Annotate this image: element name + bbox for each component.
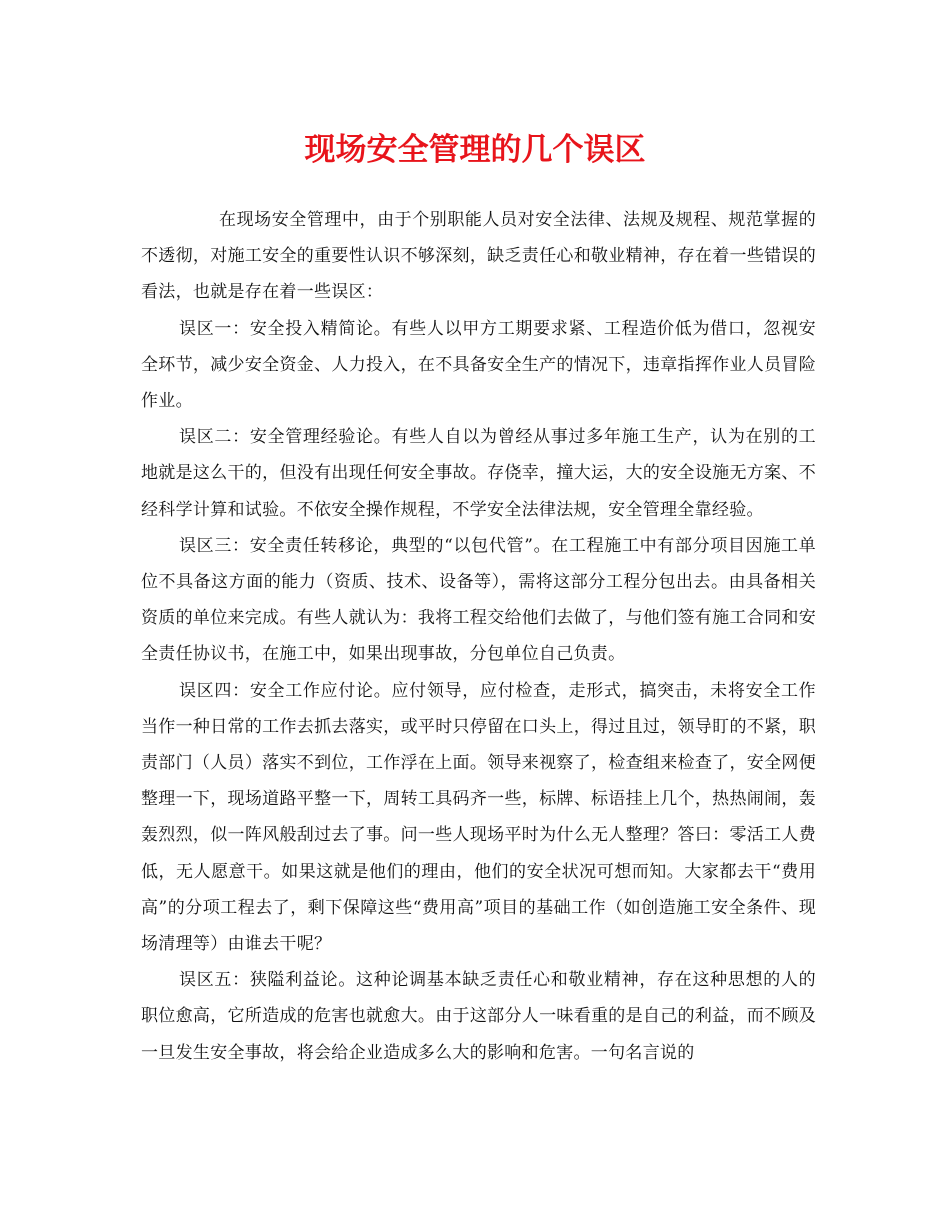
intro-paragraph: 在现场安全管理中，由于个别职能人员对安全法律、法规及规程、规范掌握的不透彻，对施工安全的重要性认识不够深刻，缺乏责任心和敬业精神，存在着一些错误的看法，也就是存在着一些误区：	[141, 210, 816, 303]
paragraph-misconception-1: 误区一：安全投入精简论。有些人以甲方工期要求紧、工程造价低为借口，忽视安全环节，减少安全资金、人力投入，在不具备安全生产的情况下，违章指挥作业人员冒险作业。	[141, 318, 816, 412]
paragraph-misconception-5: 误区五：狭隘利益论。这种论调基本缺乏责任心和敬业精神，存在这种思想的人的职位愈高，它所造成的危害也就愈大。由于这部分人一味看重的是自己的利益，而不顾及一旦发生安全事故，将会给企业造成多么大的影响和危害。一句名言说的	[141, 970, 816, 1063]
document-body	[141, 202, 816, 1071]
paragraph-misconception-4: 误区四：安全工作应付论。应付领导，应付检查，走形式，搞突击，未将安全工作当作一种日常的工作去抓去落实，或平时只停留在口头上，得过且过，领导盯的不紧，职责部门（人员）落实不到位，工作浮在上面。领导来视察了，检查组来检查了，安全网便整理一下，现场道路平整一下，周转工具码齐一些，标牌、标语挂上几个，热热闹闹，轰轰烈烈，似一阵风般刮过去了事。问一些人现场平时为什么无人整理？答曰：零活工人费低，无人愿意干。如果这就是他们的理由，他们的安全状况可想而知。大家都去干“费用高”的分项工程去了，剩下保障这些“费用高”项目的基础工作（如创造施工安全条件、现场清理等）由谁去干呢？	[141, 680, 816, 955]
paragraph-misconception-2: 误区二：安全管理经验论。有些人自以为曾经从事过多年施工生产，认为在别的工地就是这么干的，但没有出现任何安全事故。存侥幸，撞大运，大的安全设施无方案、不经科学计算和试验。不依安全操作规程，不学安全法律法规，安全管理全靠经验。	[141, 427, 816, 520]
paragraph-misconception-3: 误区三：安全责任转移论，典型的“以包代管”。在工程施工中有部分项目因施工单位不具备这方面的能力（资质、技术、设备等），需将这部分工程分包出去。由具备相关资质的单位来完成。有些人就认为：我将工程交给他们去做了，与他们签有施工合同和安全责任协议书，在施工中，如果出现事故，分包单位自己负责。	[141, 535, 816, 665]
document-title: 现场安全管理的几个误区	[304, 132, 646, 168]
